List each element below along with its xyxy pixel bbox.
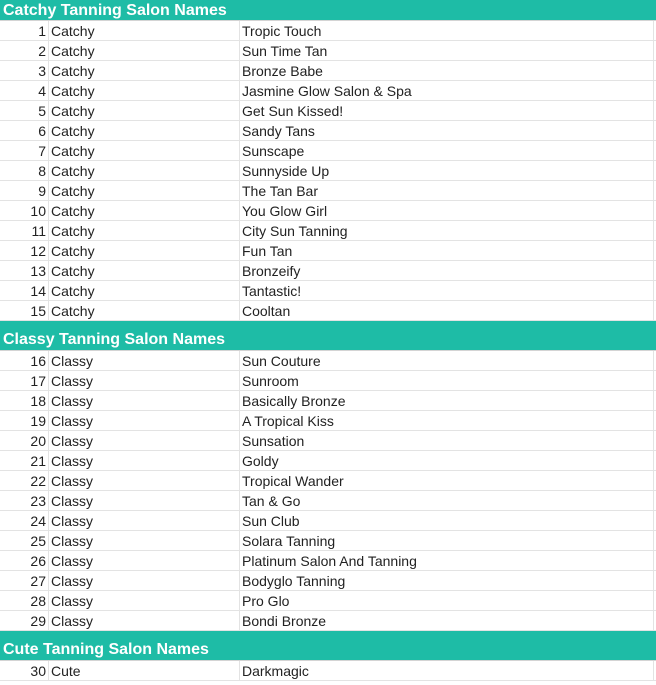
table-row <box>0 511 656 531</box>
salon-name-cell[interactable]: Sunroom <box>240 371 654 390</box>
table-row <box>0 101 656 121</box>
salon-name-cell[interactable]: Solara Tanning <box>240 531 654 550</box>
row-number-cell[interactable]: 8 <box>0 161 49 180</box>
category-cell[interactable]: Catchy <box>49 201 240 220</box>
salon-name-cell[interactable]: Sun Time Tan <box>240 41 654 60</box>
table-row <box>0 491 656 511</box>
category-cell[interactable]: Classy <box>49 471 240 490</box>
salon-name-cell[interactable]: Goldy <box>240 451 654 470</box>
table-row <box>0 221 656 241</box>
category-cell[interactable]: Catchy <box>49 221 240 240</box>
row-number-cell[interactable]: 19 <box>0 411 49 430</box>
category-cell[interactable]: Classy <box>49 411 240 430</box>
category-cell[interactable]: Classy <box>49 511 240 530</box>
table-row <box>0 181 656 201</box>
category-cell[interactable]: Catchy <box>49 281 240 300</box>
row-number-cell[interactable]: 2 <box>0 41 49 60</box>
row-number-cell[interactable]: 13 <box>0 261 49 280</box>
table-row <box>0 391 656 411</box>
row-number-cell[interactable]: 26 <box>0 551 49 570</box>
table-row <box>0 41 656 61</box>
salon-name-cell[interactable]: Sun Club <box>240 511 654 530</box>
table-row <box>0 261 656 281</box>
salon-name-cell[interactable]: A Tropical Kiss <box>240 411 654 430</box>
category-cell[interactable]: Catchy <box>49 301 240 320</box>
salon-name-cell[interactable]: Bronzeify <box>240 261 654 280</box>
row-number-cell[interactable]: 10 <box>0 201 49 220</box>
category-cell[interactable]: Catchy <box>49 261 240 280</box>
salon-name-cell[interactable]: Bondi Bronze <box>240 611 654 630</box>
category-cell[interactable]: Catchy <box>49 121 240 140</box>
table-row <box>0 61 656 81</box>
row-number-cell[interactable]: 24 <box>0 511 49 530</box>
salon-name-cell[interactable]: Tropical Wander <box>240 471 654 490</box>
salon-name-cell[interactable]: Jasmine Glow Salon & Spa <box>240 81 654 100</box>
salon-name-cell[interactable]: Sandy Tans <box>240 121 654 140</box>
table-row <box>0 201 656 221</box>
table-row <box>0 571 656 591</box>
salon-name-cell[interactable]: Cooltan <box>240 301 654 320</box>
category-cell[interactable]: Catchy <box>49 161 240 180</box>
table-row <box>0 81 656 101</box>
row-number-cell[interactable]: 11 <box>0 221 49 240</box>
row-number-cell[interactable]: 15 <box>0 301 49 320</box>
row-number-cell[interactable]: 21 <box>0 451 49 470</box>
salon-name-cell[interactable]: Fun Tan <box>240 241 654 260</box>
section-header-classy[interactable]: Classy Tanning Salon Names <box>0 321 656 351</box>
table-row <box>0 141 656 161</box>
category-cell[interactable]: Catchy <box>49 21 240 40</box>
section-header-cute[interactable]: Cute Tanning Salon Names <box>0 631 656 661</box>
section-header-catchy[interactable]: Catchy Tanning Salon Names <box>0 0 656 21</box>
salon-name-cell[interactable]: Sun Couture <box>240 351 654 370</box>
category-cell[interactable]: Classy <box>49 351 240 370</box>
table-row <box>0 301 656 321</box>
row-number-cell[interactable]: 5 <box>0 101 49 120</box>
table-row <box>0 21 656 41</box>
category-cell[interactable]: Classy <box>49 611 240 630</box>
table-row <box>0 531 656 551</box>
salon-name-cell[interactable]: Sunsation <box>240 431 654 450</box>
category-cell[interactable]: Classy <box>49 371 240 390</box>
category-cell[interactable]: Catchy <box>49 41 240 60</box>
table-row <box>0 281 656 301</box>
section-rows-cute <box>0 661 656 681</box>
row-number-cell[interactable]: 14 <box>0 281 49 300</box>
salon-name-cell[interactable]: Platinum Salon And Tanning <box>240 551 654 570</box>
table-row <box>0 161 656 181</box>
category-cell[interactable]: Classy <box>49 391 240 410</box>
section-rows-classy <box>0 351 656 631</box>
salon-name-cell[interactable]: Sunscape <box>240 141 654 160</box>
salon-name-cell[interactable]: Tropic Touch <box>240 21 654 40</box>
salon-name-cell[interactable]: The Tan Bar <box>240 181 654 200</box>
table-row <box>0 611 656 631</box>
category-cell[interactable]: Catchy <box>49 241 240 260</box>
salon-name-cell[interactable]: Bodyglo Tanning <box>240 571 654 590</box>
category-cell[interactable]: Catchy <box>49 181 240 200</box>
salon-name-cell[interactable]: City Sun Tanning <box>240 221 654 240</box>
category-cell[interactable]: Classy <box>49 431 240 450</box>
table-row <box>0 471 656 491</box>
salon-name-cell[interactable]: Basically Bronze <box>240 391 654 410</box>
row-number-cell[interactable]: 9 <box>0 181 49 200</box>
row-number-cell[interactable]: 20 <box>0 431 49 450</box>
salon-name-cell[interactable]: Sunnyside Up <box>240 161 654 180</box>
category-cell[interactable]: Cute <box>49 661 240 680</box>
row-number-cell[interactable]: 16 <box>0 351 49 370</box>
row-number-cell[interactable]: 17 <box>0 371 49 390</box>
category-cell[interactable]: Catchy <box>49 141 240 160</box>
row-number-cell[interactable]: 18 <box>0 391 49 410</box>
category-cell[interactable]: Catchy <box>49 61 240 80</box>
row-number-cell[interactable]: 30 <box>0 661 49 680</box>
section-rows-catchy <box>0 21 656 321</box>
row-number-cell[interactable]: 1 <box>0 21 49 40</box>
salon-name-cell[interactable]: Tan & Go <box>240 491 654 510</box>
salon-name-cell[interactable]: Pro Glo <box>240 591 654 610</box>
category-cell[interactable]: Catchy <box>49 101 240 120</box>
row-number-cell[interactable]: 25 <box>0 531 49 550</box>
row-number-cell[interactable]: 27 <box>0 571 49 590</box>
table-row <box>0 371 656 391</box>
table-row <box>0 591 656 611</box>
row-number-cell[interactable]: 29 <box>0 611 49 630</box>
salon-name-cell[interactable]: Darkmagic <box>240 661 654 680</box>
category-cell[interactable]: Classy <box>49 591 240 610</box>
row-number-cell[interactable]: 3 <box>0 61 49 80</box>
row-number-cell[interactable]: 4 <box>0 81 49 100</box>
salon-name-cell[interactable]: Tantastic! <box>240 281 654 300</box>
row-number-cell[interactable]: 6 <box>0 121 49 140</box>
row-number-cell[interactable]: 28 <box>0 591 49 610</box>
category-cell[interactable]: Classy <box>49 491 240 510</box>
row-number-cell[interactable]: 22 <box>0 471 49 490</box>
table-row <box>0 451 656 471</box>
category-cell[interactable]: Classy <box>49 531 240 550</box>
row-number-cell[interactable]: 12 <box>0 241 49 260</box>
table-row <box>0 661 656 681</box>
salon-name-cell[interactable]: Get Sun Kissed! <box>240 101 654 120</box>
salon-name-cell[interactable]: You Glow Girl <box>240 201 654 220</box>
salon-name-cell[interactable]: Bronze Babe <box>240 61 654 80</box>
table-row <box>0 121 656 141</box>
category-cell[interactable]: Classy <box>49 571 240 590</box>
category-cell[interactable]: Classy <box>49 551 240 570</box>
table-row <box>0 241 656 261</box>
table-row <box>0 411 656 431</box>
row-number-cell[interactable]: 7 <box>0 141 49 160</box>
table-row <box>0 551 656 571</box>
category-cell[interactable]: Classy <box>49 451 240 470</box>
row-number-cell[interactable]: 23 <box>0 491 49 510</box>
table-row <box>0 431 656 451</box>
table-row <box>0 351 656 371</box>
category-cell[interactable]: Catchy <box>49 81 240 100</box>
